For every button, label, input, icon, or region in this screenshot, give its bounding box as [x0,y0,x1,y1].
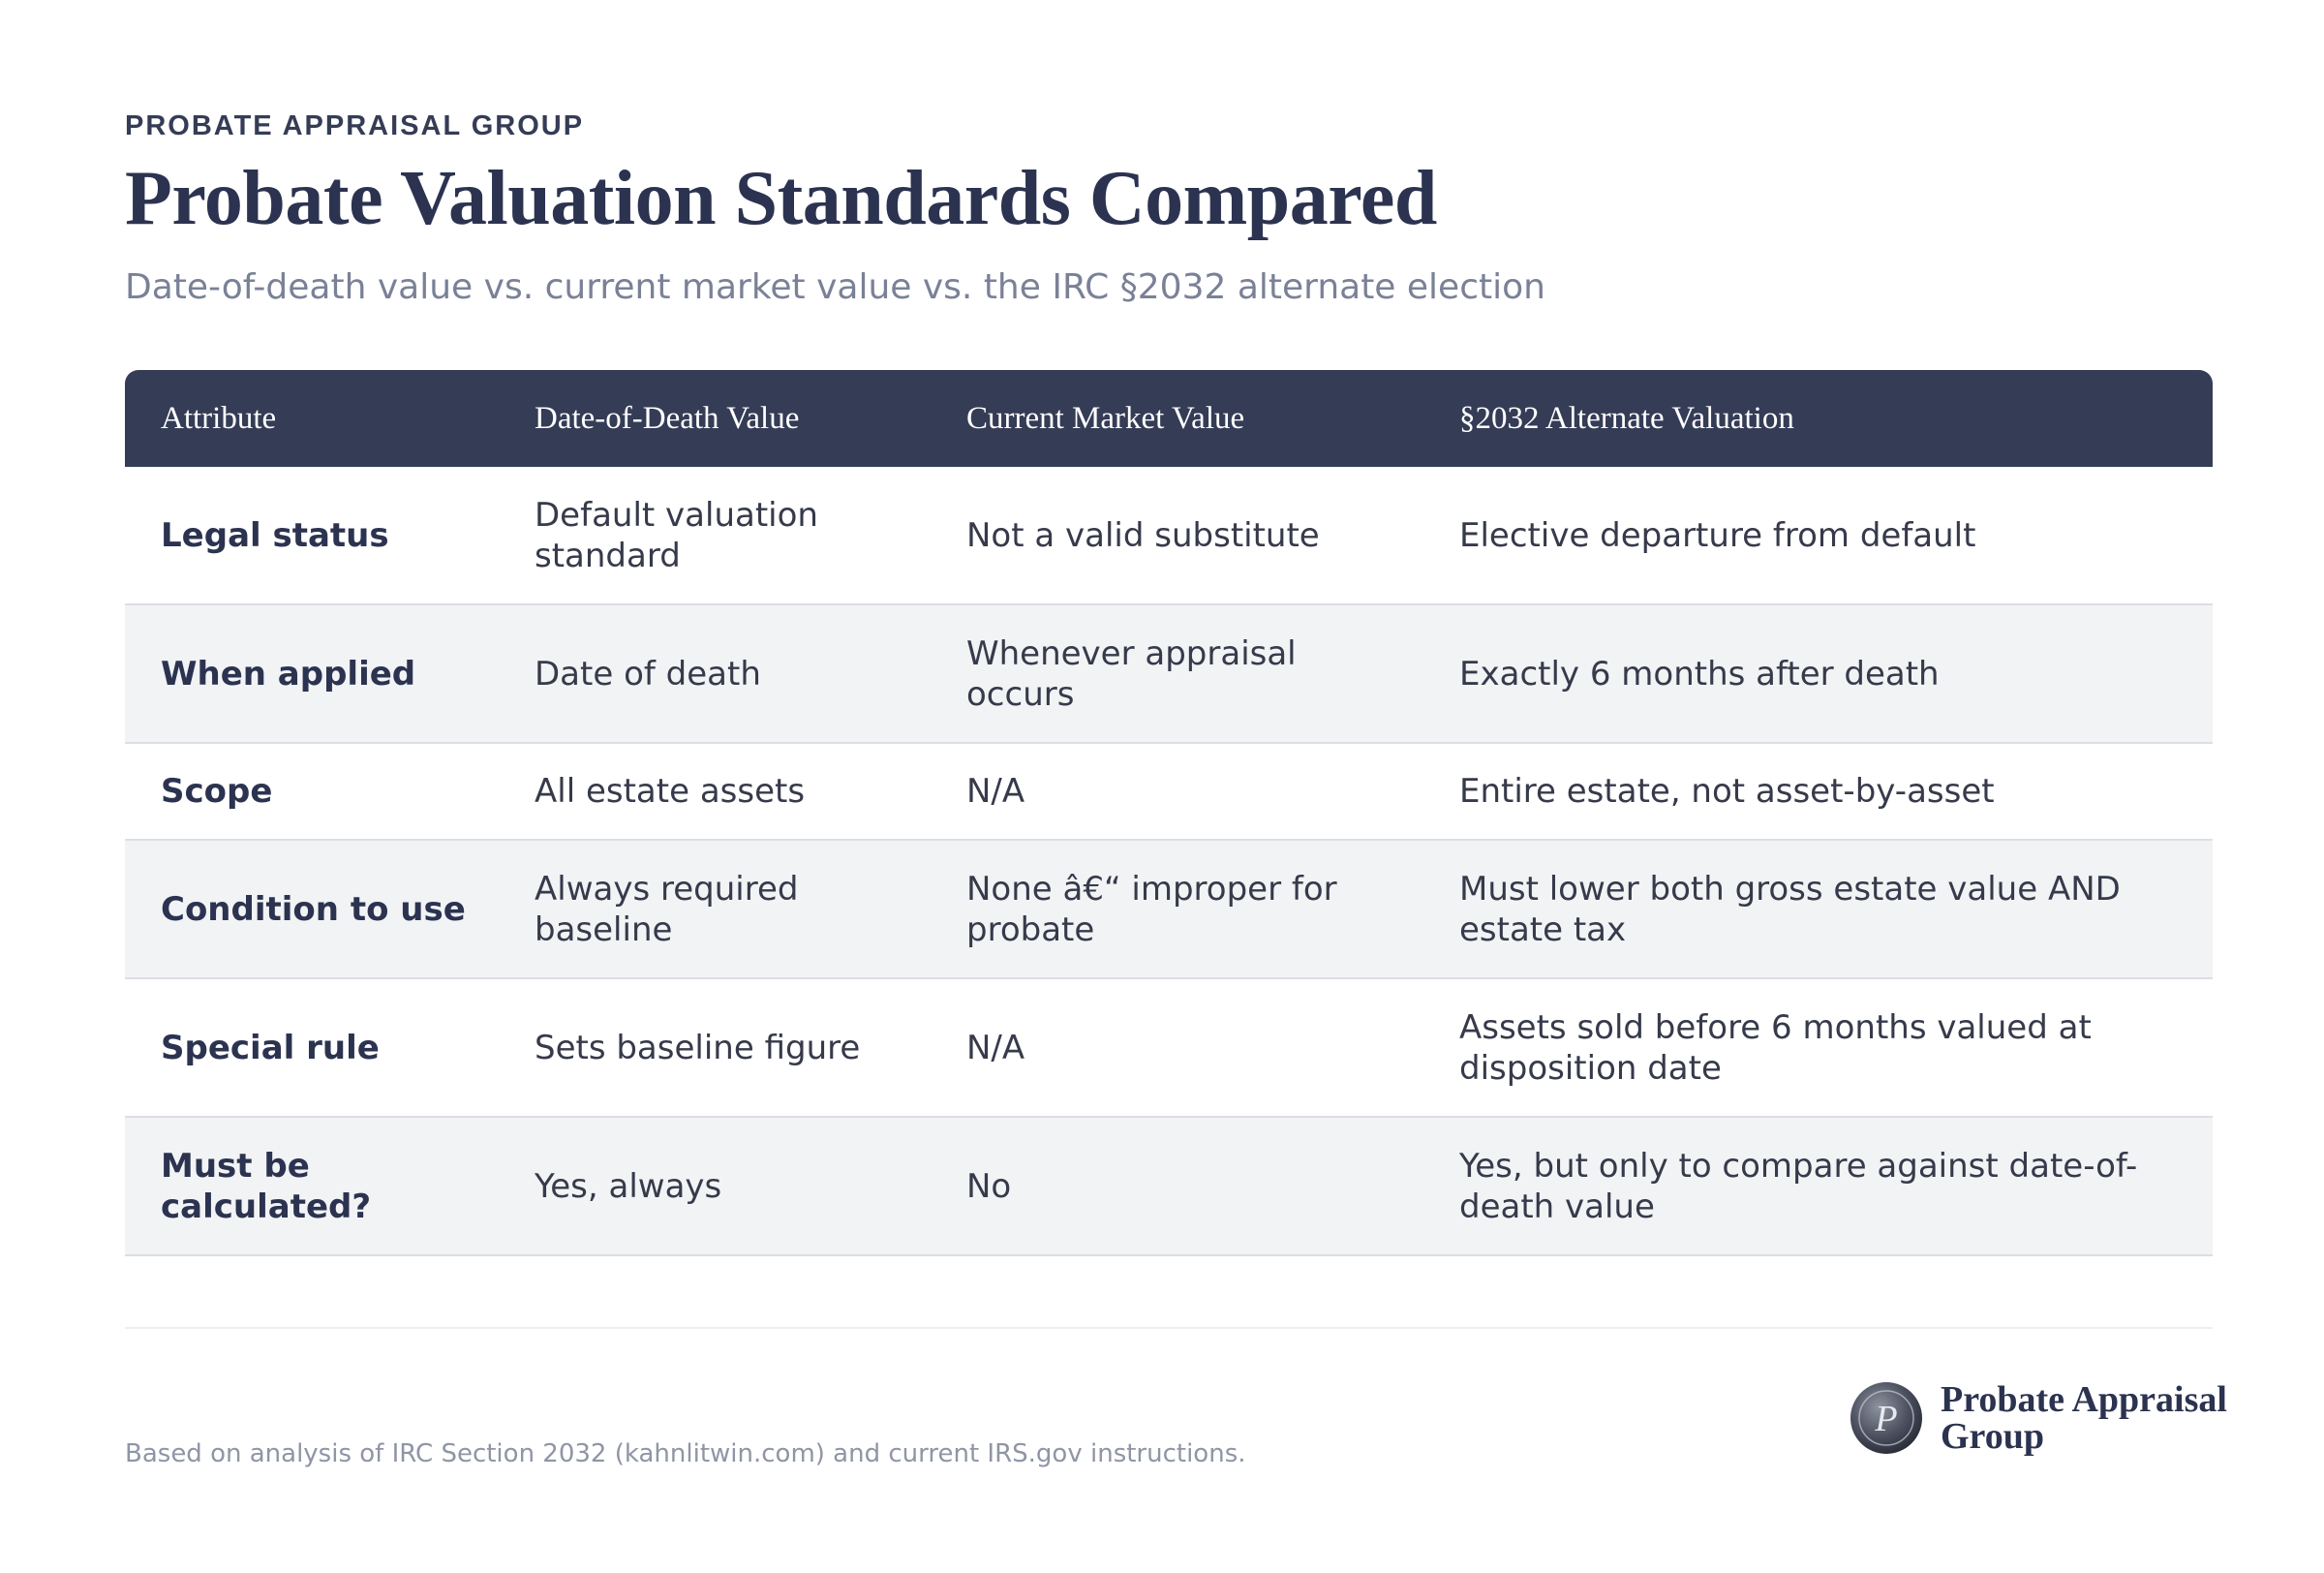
table-cell: Yes, always [535,1166,722,1206]
table-cell: Assets sold before 6 months valued at disposition date [1459,1007,2092,1088]
row-attribute: Scope [161,772,273,811]
table-cell: Exactly 6 months after death [1459,654,1940,694]
page-title: Probate Valuation Standards Compared [125,156,1437,241]
seal-letter: P [1875,1399,1898,1439]
table-cell: None â€“ improper for probate [966,869,1337,949]
table-cell: All estate assets [535,772,806,811]
table-cell: Whenever appraisal occurs [966,633,1297,714]
table-cell: Yes, but only to compare against date-of-death value [1459,1146,2138,1226]
row-attribute: When applied [161,654,416,694]
table-cell: Not a valid substitute [966,515,1320,555]
row-attribute: Condition to use [161,889,466,929]
table-row [125,744,2213,841]
table-row [125,1118,2213,1256]
table-cell: Entire estate, not asset-by-asset [1459,772,1995,811]
column-header: §2032 Alternate Valuation [1459,400,1794,436]
table-cell: Must lower both gross estate value AND estate tax [1459,869,2121,949]
table-cell: N/A [966,772,1025,811]
column-header: Current Market Value [966,400,1245,436]
table-cell: Default valuation standard [535,495,818,575]
table-cell: Date of death [535,654,761,694]
table-cell: Elective departure from default [1459,515,1976,555]
eyebrow-label: PROBATE APPRAISAL GROUP [125,110,585,141]
brand-name [1941,1381,2227,1455]
table-row [125,841,2213,979]
table-header [125,370,2213,467]
table-row [125,979,2213,1118]
row-attribute: Must be calculated? [161,1146,372,1226]
comparison-table [125,370,2213,1256]
table-cell: N/A [966,1028,1025,1067]
source-note: Based on analysis of IRC Section 2032 (kahnlitwin.com) and current IRS.gov instructions. [125,1439,1246,1468]
table-row [125,605,2213,744]
table-row [125,467,2213,605]
column-header: Attribute [161,400,277,436]
row-attribute: Legal status [161,515,389,555]
table-cell: Sets baseline figure [535,1028,861,1067]
row-attribute: Special rule [161,1028,380,1067]
brand-name-line1: Probate Appraisal [1941,1379,2227,1420]
table-cell: Always required baseline [535,869,799,949]
column-header: Date-of-Death Value [535,400,800,436]
page-subtitle: Date-of-death value vs. current market value vs. the IRC §2032 alternate election [125,267,1545,307]
seal-icon [1848,1379,1925,1457]
brand-logo [1848,1379,2227,1457]
brand-name-line2: Group [1941,1416,2045,1457]
table-cell: No [966,1166,1012,1206]
footer-divider [125,1327,2213,1329]
